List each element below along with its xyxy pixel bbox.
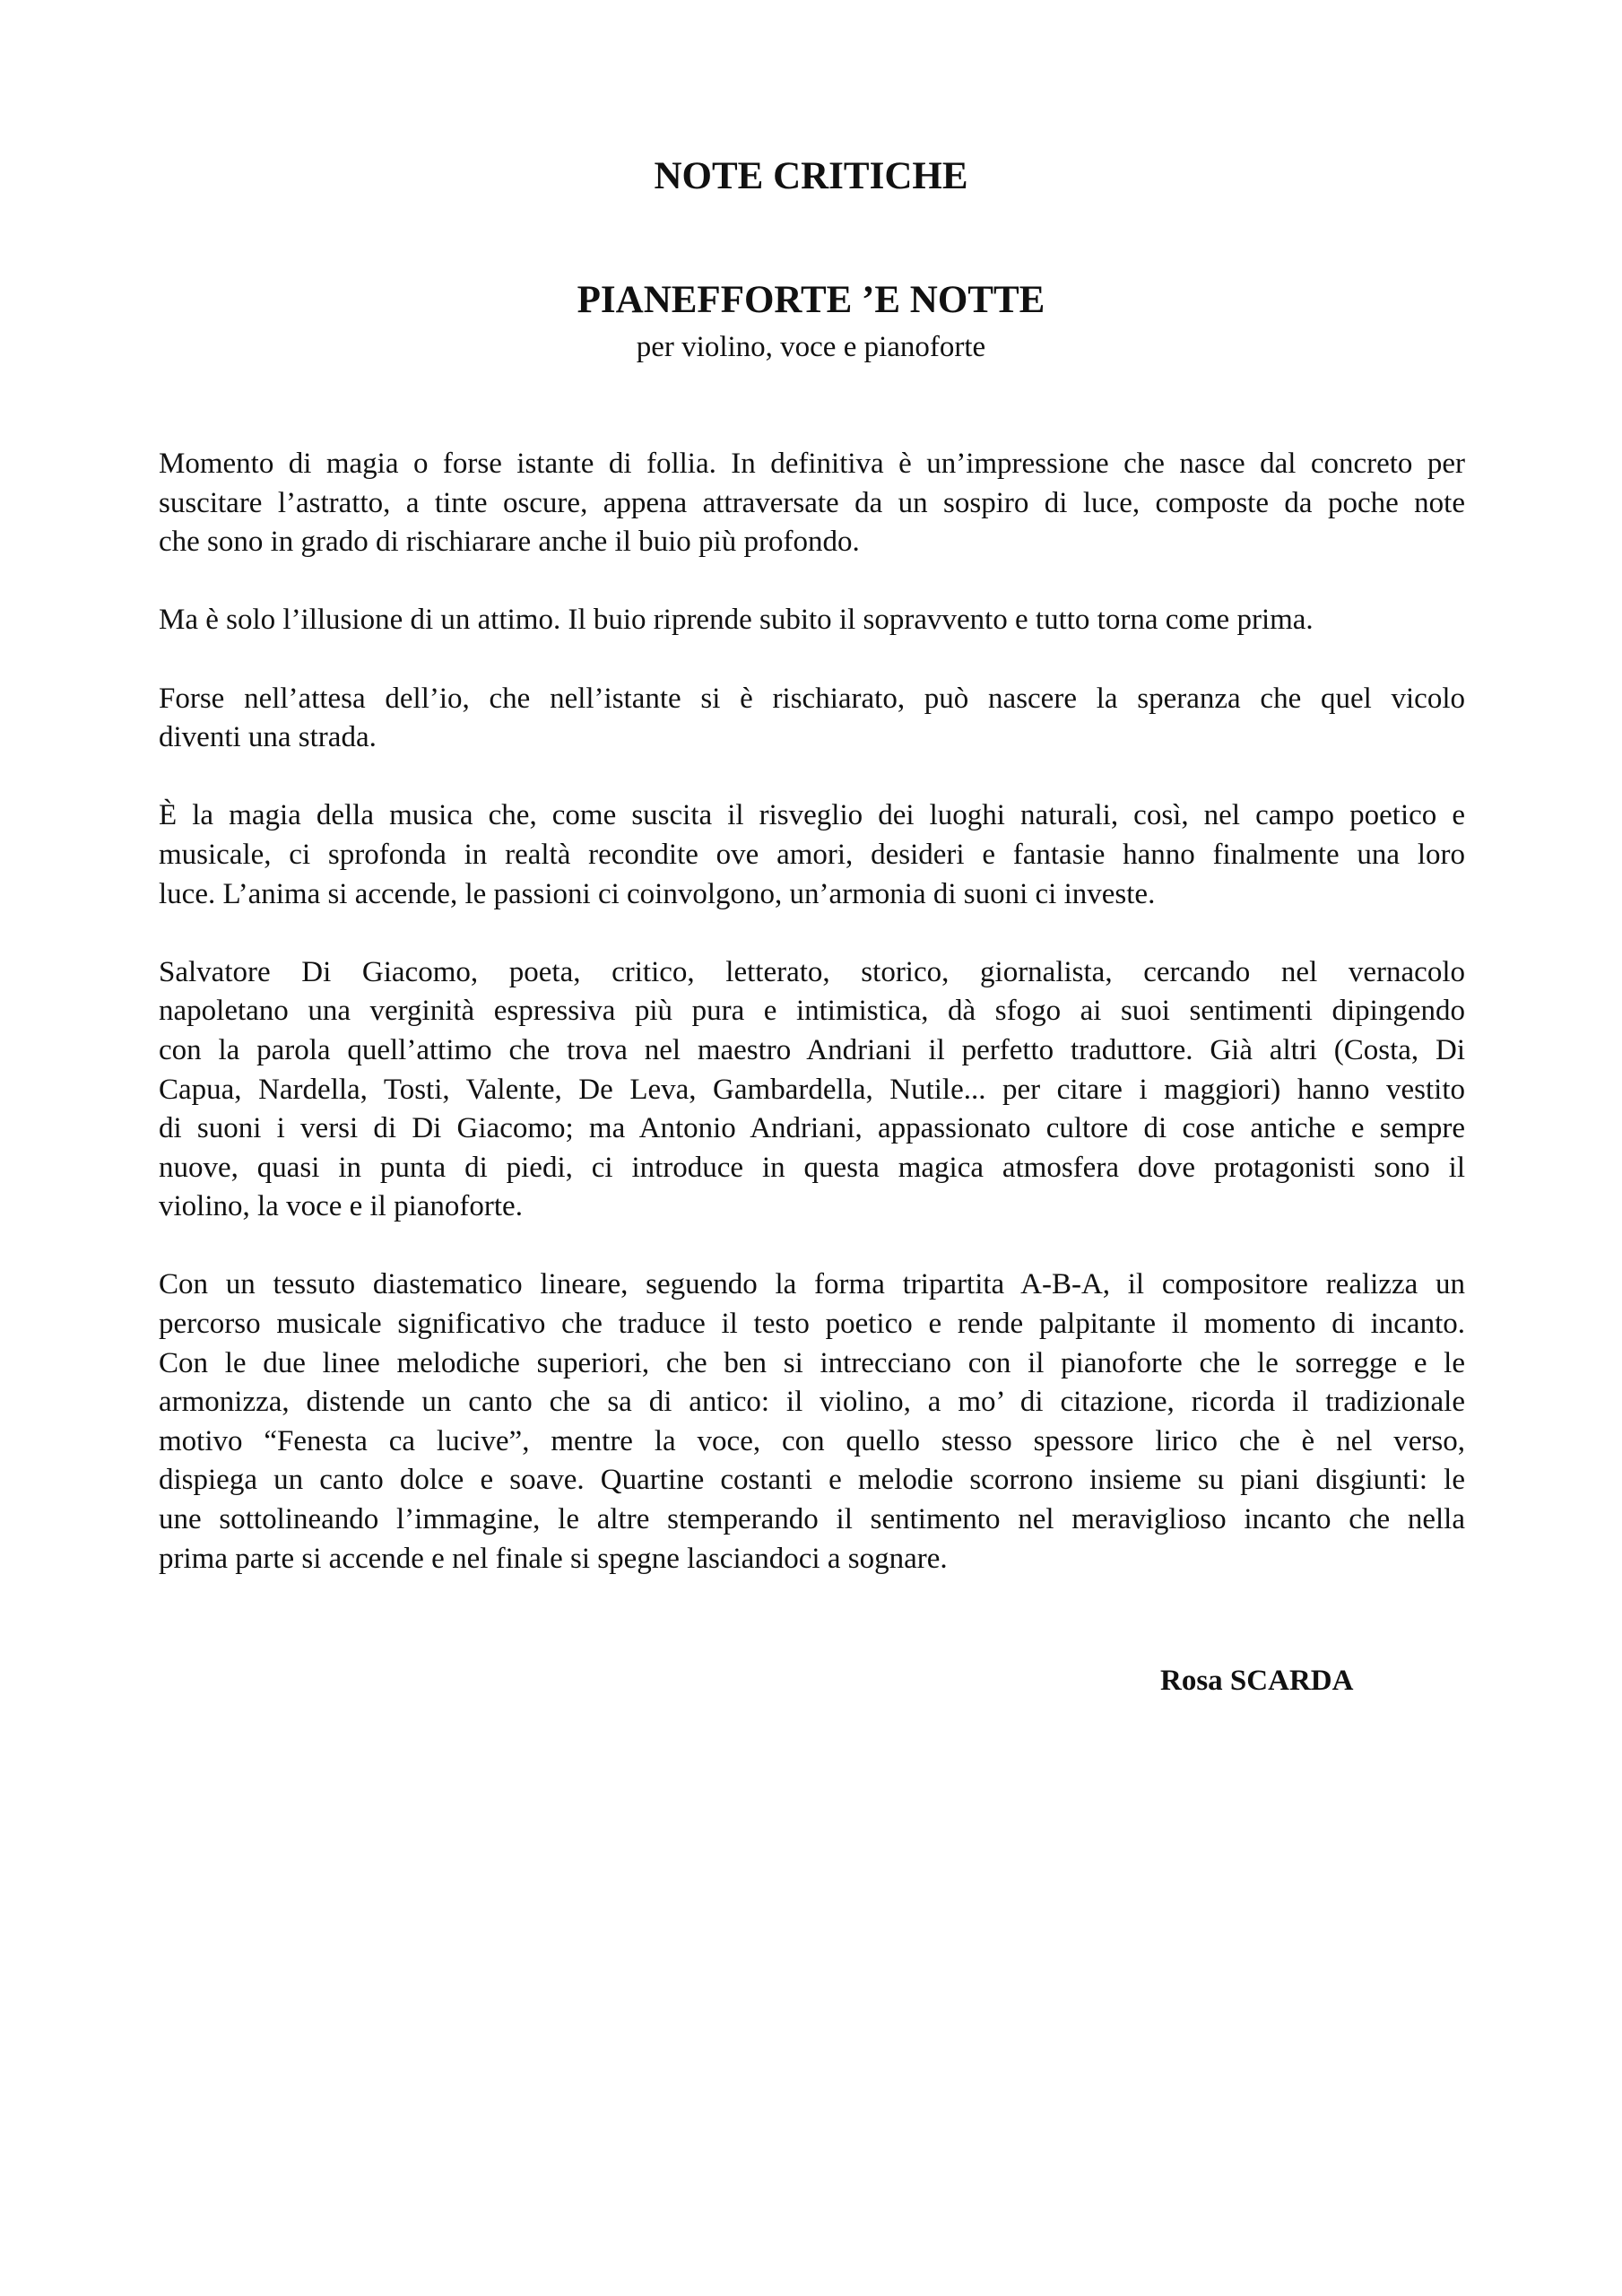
- piece-title: PIANEFFORTE ’E NOTTE: [577, 279, 1045, 321]
- paragraph: [159, 601, 1465, 640]
- paragraph: [159, 796, 1465, 914]
- paragraph: [159, 680, 1465, 758]
- text-line: armonizza, distende un canto che sa di antico: il violino, a mo’ di citazione, ricorda il tradizionale: [159, 1386, 1465, 1419]
- text-line: suscitare l’astratto, a tinte oscure, appena attraversate da un sospiro di luce, composte da poche note: [159, 486, 1465, 519]
- text-line: prima parte si accende e nel finale si spegne lasciandoci a sognare.: [159, 1542, 948, 1575]
- text-line: luce. L’anima si accende, le passioni ci coinvolgono, un’armonia di suoni ci investe.: [159, 877, 1156, 910]
- text-line: con la parola quell’attimo che trova nel maestro Andriani il perfetto traduttore. Già altri (Costa, Di: [159, 1033, 1465, 1066]
- text-line: di suoni i versi di Di Giacomo; ma Antonio Andriani, appassionato cultore di cose antiche e sempre: [159, 1112, 1465, 1145]
- text-line: une sottolineando l’immagine, le altre stemperando il sentimento nel meraviglioso incanto che nella: [159, 1503, 1465, 1536]
- text-line: Capua, Nardella, Tosti, Valente, De Leva, Gambardella, Nutile... per citare i maggiori) hanno vestito: [159, 1073, 1465, 1106]
- text-line: Con le due linee melodiche superiori, che ben si intrecciano con il pianoforte che le sorregge e le: [159, 1346, 1465, 1379]
- author-signature: Rosa SCARDA: [1160, 1665, 1354, 1697]
- text-line: Salvatore Di Giacomo, poeta, critico, letterato, storico, giornalista, cercando nel vernacolo: [159, 955, 1465, 988]
- text-line: napoletano una verginità espressiva più pura e intimistica, dà sfogo ai suoi sentimenti dipingendo: [159, 995, 1465, 1028]
- text-line: Ma è solo l’illusione di un attimo. Il buio riprende subito il sopravvento e tutto torna come prima.: [159, 604, 1314, 637]
- text-line: percorso musicale significativo che traduce il testo poetico e rende palpitante il momento di incanto.: [159, 1308, 1465, 1341]
- paragraph: [159, 445, 1465, 562]
- text-line: Forse nell’attesa dell’io, che nell’istante si è rischiarato, può nascere la speranza che quel vicolo: [159, 682, 1465, 715]
- text-line: È la magia della musica che, come suscita il risveglio dei luoghi naturali, così, nel campo poetico e: [159, 799, 1465, 832]
- text-line: motivo “Fenesta ca lucive”, mentre la voce, con quello stesso spessore lirico che è nel verso,: [159, 1424, 1465, 1457]
- critical-notes-body: [159, 445, 1465, 1618]
- text-line: violino, la voce e il pianoforte.: [159, 1190, 523, 1223]
- piece-subtitle: per violino, voce e pianoforte: [636, 331, 986, 363]
- paragraph: [159, 1265, 1465, 1578]
- text-line: Con un tessuto diastematico lineare, seguendo la forma tripartita A-B-A, il compositore realizza un: [159, 1268, 1465, 1301]
- document-heading: NOTE CRITICHE: [654, 155, 968, 197]
- paragraph: [159, 953, 1465, 1227]
- text-line: che sono in grado di rischiarare anche il buio più profondo.: [159, 526, 860, 559]
- text-line: nuove, quasi in punta di piedi, ci introduce in questa magica atmosfera dove protagonisti sono il: [159, 1151, 1465, 1184]
- text-line: musicale, ci sprofonda in realtà recondite ove amori, desideri e fantasie hanno finalmente una loro: [159, 838, 1465, 871]
- text-line: Momento di magia o forse istante di follia. In definitiva è un’impressione che nasce dal concreto per: [159, 448, 1465, 480]
- text-line: dispiega un canto dolce e soave. Quartine costanti e melodie scorrono insieme su piani disgiunti: le: [159, 1464, 1465, 1497]
- text-line: diventi una strada.: [159, 721, 377, 754]
